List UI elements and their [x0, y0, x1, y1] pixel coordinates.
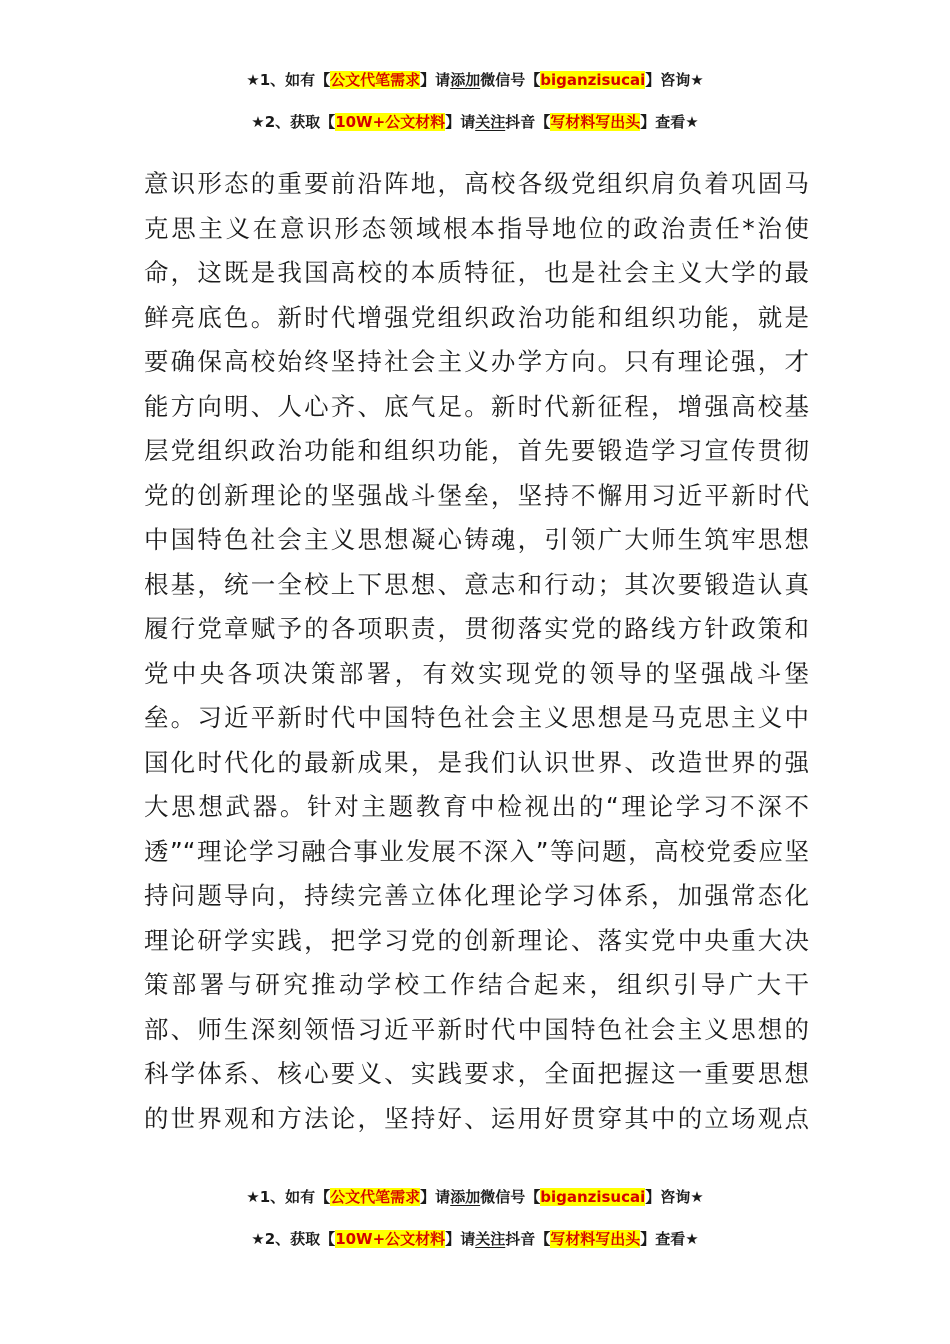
paragraph-line: 大思想武器。针对主题教育中检视出的“理论学习不深不	[144, 792, 809, 821]
paragraph-line: 理论研学实践，把学习党的创新理论、落实党中央重大决	[144, 925, 809, 955]
promo-text: 抖音【	[505, 1230, 551, 1248]
promo-prefix: ★2、获取【	[251, 113, 336, 131]
promo-underlined: 添加	[450, 1188, 481, 1206]
header-promo-line-2	[0, 112, 950, 132]
promo-prefix: ★1、如有【	[246, 71, 331, 89]
paragraph-line: 党的创新理论的坚强战斗堡垒，坚持不懈用习近平新时代	[144, 480, 809, 510]
paragraph-line: 根基，统一全校上下思想、意志和行动；其次要锻造认真	[144, 569, 809, 599]
promo-suffix: 】查看★	[640, 1230, 699, 1248]
paragraph-line: 部、师生深刻领悟习近平新时代中国特色社会主义思想的	[144, 1014, 809, 1044]
promo-text: 】请	[420, 71, 451, 89]
promo-highlight: 10W+公文材料	[335, 113, 446, 131]
promo-suffix: 】查看★	[640, 113, 699, 131]
header-promo-line-1	[0, 70, 950, 90]
paragraph-line: 中国特色社会主义思想凝心铸魂，引领广大师生筑牢思想	[144, 525, 809, 554]
promo-highlight: 10W+公文材料	[335, 1230, 446, 1248]
paragraph-line: 能方向明、人心齐、底气足。新时代新征程，增强高校基	[144, 391, 809, 421]
paragraph-line: 策部署与研究推动学校工作结合起来，组织引导广大干	[144, 970, 809, 999]
promo-highlight: 写材料写出头	[550, 1230, 641, 1248]
promo-prefix: ★2、获取【	[251, 1230, 336, 1248]
paragraph-line: 党中央各项决策部署，有效实现党的领导的坚强战斗堡	[144, 658, 809, 688]
promo-text: 】请	[445, 1230, 476, 1248]
footer-promo-line-2	[0, 1229, 950, 1249]
paragraph-line: 意识形态的重要前沿阵地，高校各级党组织肩负着巩固马	[144, 169, 809, 198]
paragraph-line: 透”“理论学习融合事业发展不深入”等问题，高校党委应坚	[144, 836, 809, 866]
paragraph-line: 命，这既是我国高校的本质特征，也是社会主义大学的最	[144, 258, 809, 287]
promo-text: 】请	[420, 1188, 451, 1206]
promo-suffix: 】咨询★	[645, 1188, 704, 1206]
promo-underlined: 关注	[475, 1230, 506, 1248]
paragraph-line: 持问题导向，持续完善立体化理论学习体系，加强常态化	[144, 881, 809, 910]
promo-highlight: 写材料写出头	[550, 113, 641, 131]
footer-promo-line-1	[0, 1187, 950, 1207]
paragraph-line: 的世界观和方法论，坚持好、运用好贯穿其中的立场观点	[144, 1103, 809, 1133]
paragraph-line: 鲜亮底色。新时代增强党组织政治功能和组织功能，就是	[144, 302, 809, 332]
paragraph-line: 要确保高校始终坚持社会主义办学方向。只有理论强，才	[144, 347, 809, 376]
promo-highlight: biganzisucai	[540, 71, 646, 89]
promo-prefix: ★1、如有【	[246, 1188, 331, 1206]
promo-text: 抖音【	[505, 113, 551, 131]
paragraph-line: 垒。习近平新时代中国特色社会主义思想是马克思主义中	[144, 703, 809, 732]
paragraph-line: 层党组织政治功能和组织功能，首先要锻造学习宣传贯彻	[144, 436, 809, 465]
paragraph-line: 克思主义在意识形态领域根本指导地位的政治责任*治使	[144, 213, 809, 243]
promo-text: 】请	[445, 113, 476, 131]
paragraph-line: 科学体系、核心要义、实践要求，全面把握这一重要思想	[144, 1059, 809, 1088]
promo-underlined: 添加	[450, 71, 481, 89]
promo-highlight: biganzisucai	[540, 1188, 646, 1206]
promo-highlight: 公文代笔需求	[330, 71, 421, 89]
paragraph-line: 国化时代化的最新成果，是我们认识世界、改造世界的强	[144, 747, 809, 777]
paragraph-line: 履行党章赋予的各项职责，贯彻落实党的路线方针政策和	[144, 614, 809, 643]
promo-text: 微信号【	[480, 1188, 541, 1206]
body-paragraph	[144, 162, 809, 1141]
promo-text: 微信号【	[480, 71, 541, 89]
promo-underlined: 关注	[475, 113, 506, 131]
promo-suffix: 】咨询★	[645, 71, 704, 89]
promo-highlight: 公文代笔需求	[330, 1188, 421, 1206]
